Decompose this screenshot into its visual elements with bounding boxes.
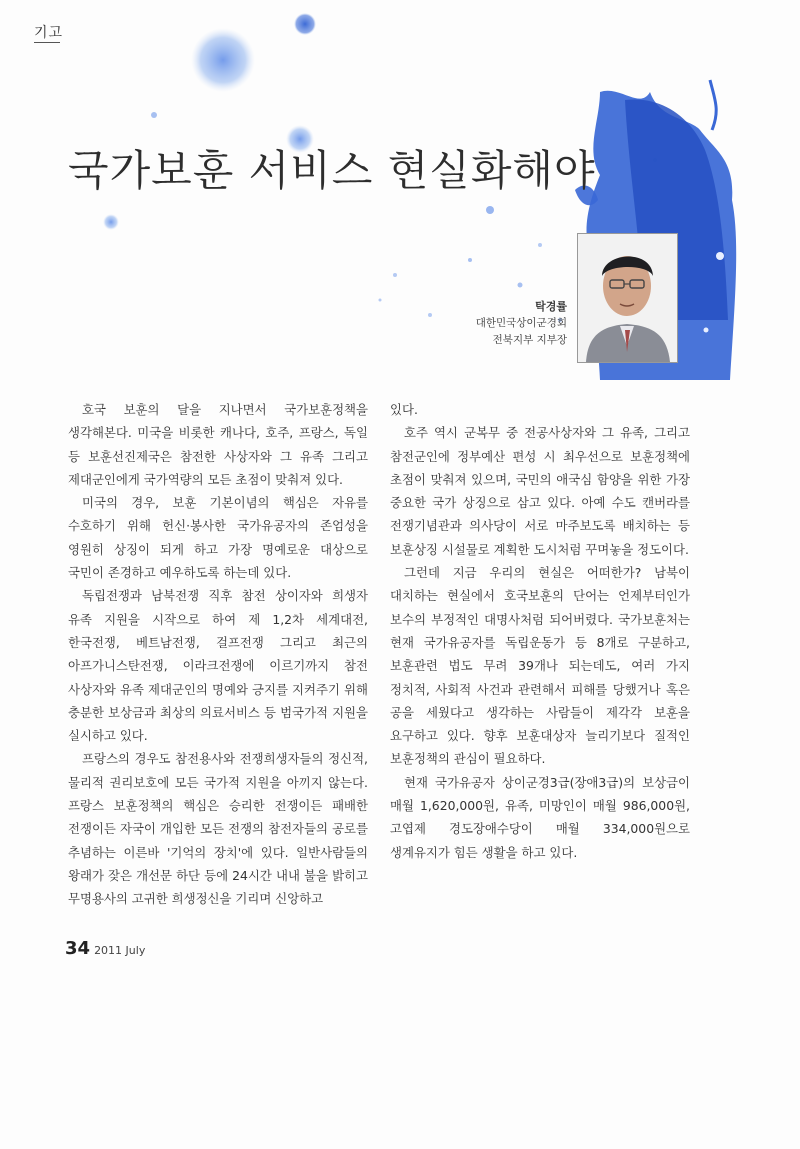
- paragraph: 현재 국가유공자 상이군경3급(장애3급)의 보상금이 매월 1,620,000원, 유족, 미망인이 매월 986,000원, 고엽제 경도장애수당이 매월 334,000원으로 생계유지가 힘든 생활을 하고 있다.: [390, 774, 690, 860]
- author-name: 탁경률: [535, 300, 567, 313]
- author-affiliation: 대한민국상이군경회: [475, 317, 567, 329]
- right-column: [390, 398, 690, 864]
- section-tag-underline: [34, 42, 60, 43]
- section-tag: 기고: [34, 25, 64, 41]
- article-body: [68, 398, 708, 918]
- paragraph: 그런데 지금 우리의 현실은 어떠한가? 남북이 대치하는 현실에서 호국보훈의 단어는 언제부터인가 보수의 부정적인 대명사처럼 되어버렸다. 국가보훈처는 현재 국가유공자를 독립운동가 등 8개로 구분하고, 보훈관련 법도 무려 39개나 되는데도, 여러 가지 정치적, 사회적 사건과 관련해서 피해를 당했거나 혹은 공을 세웠다고 생각하는 사람들이 제각각 보훈을 요구하고 있다. 향후 보훈대상자 늘리기보다 질적인 보훈정책의 관심이 필요하다.: [390, 565, 690, 767]
- blue-ink-decoration: [0, 0, 800, 420]
- paragraph: 호주 역시 군복무 중 전공사상자와 그 유족, 그리고 참전군인에 정부예산 편성 시 최우선으로 보훈정책에 초점이 맞춰져 있으며, 국민의 애국심 함양을 위한 가장 중요한 국가 상징으로 삼고 있다. 아예 수도 캔버라를 전쟁기념관과 의사당이 서로 마주보도록 배치하는 등 보훈상징 시설물로 계획한 도시처럼 꾸며놓을 정도이다.: [390, 425, 690, 557]
- paragraph: 독립전쟁과 남북전쟁 직후 참전 상이자와 희생자 유족 지원을 시작으로 하여 제 1,2차 세계대전, 한국전쟁, 베트남전쟁, 걸프전쟁 그리고 최근의 아프가니스탄전쟁, 이라크전쟁에 이르기까지 참전 사상자와 유족 제대군인의 명예와 긍지를 지켜주기 위해 충분한 보상금과 최상의 의료서비스 등 범국가적 지원을 실시하고 있다.: [68, 588, 368, 744]
- article-title: 국가보훈 서비스 현실화해야: [68, 146, 596, 195]
- left-column: [68, 398, 368, 911]
- paragraph-continuation: 있다.: [390, 402, 418, 417]
- issue-date: 2011 July: [94, 944, 146, 957]
- paragraph: 미국의 경우, 보훈 기본이념의 핵심은 자유를 수호하기 위해 헌신·봉사한 국가유공자의 존엄성을 영원히 상징이 되게 하고 가장 명예로운 대상으로 국민이 존경하고 예우하도록 하는데 있다.: [68, 495, 368, 581]
- author-position: 전북지부 지부장: [492, 334, 567, 346]
- paragraph: 프랑스의 경우도 참전용사와 전쟁희생자들의 정신적, 물리적 권리보호에 모든 국가적 지원을 아끼지 않는다. 프랑스 보훈정책의 핵심은 승리한 전쟁이든 패배한 전쟁이든 자국이 개입한 모든 전쟁의 참전자들의 공로를 추념하는 이른바 '기억의 장치'에 있다. 일반사람들의 왕래가 잦은 개선문 하단 등에 24시간 내내 불을 밝히고 무명용사의 고귀한 희생정신을 기리며 신앙하고: [68, 751, 368, 907]
- author-photo: [577, 233, 678, 363]
- page-footer: [65, 938, 145, 959]
- paragraph: 호국 보훈의 달을 지나면서 국가보훈정책을 생각해본다. 미국을 비롯한 캐나다, 호주, 프랑스, 독일 등 보훈선진제국은 참전한 사상자와 그 유족 그리고 제대군인에게 국가역량의 모든 초점이 맞춰져 있다.: [68, 402, 368, 487]
- author-portrait-icon: [578, 234, 677, 362]
- page-number: 34: [65, 938, 91, 959]
- author-byline: [476, 298, 567, 349]
